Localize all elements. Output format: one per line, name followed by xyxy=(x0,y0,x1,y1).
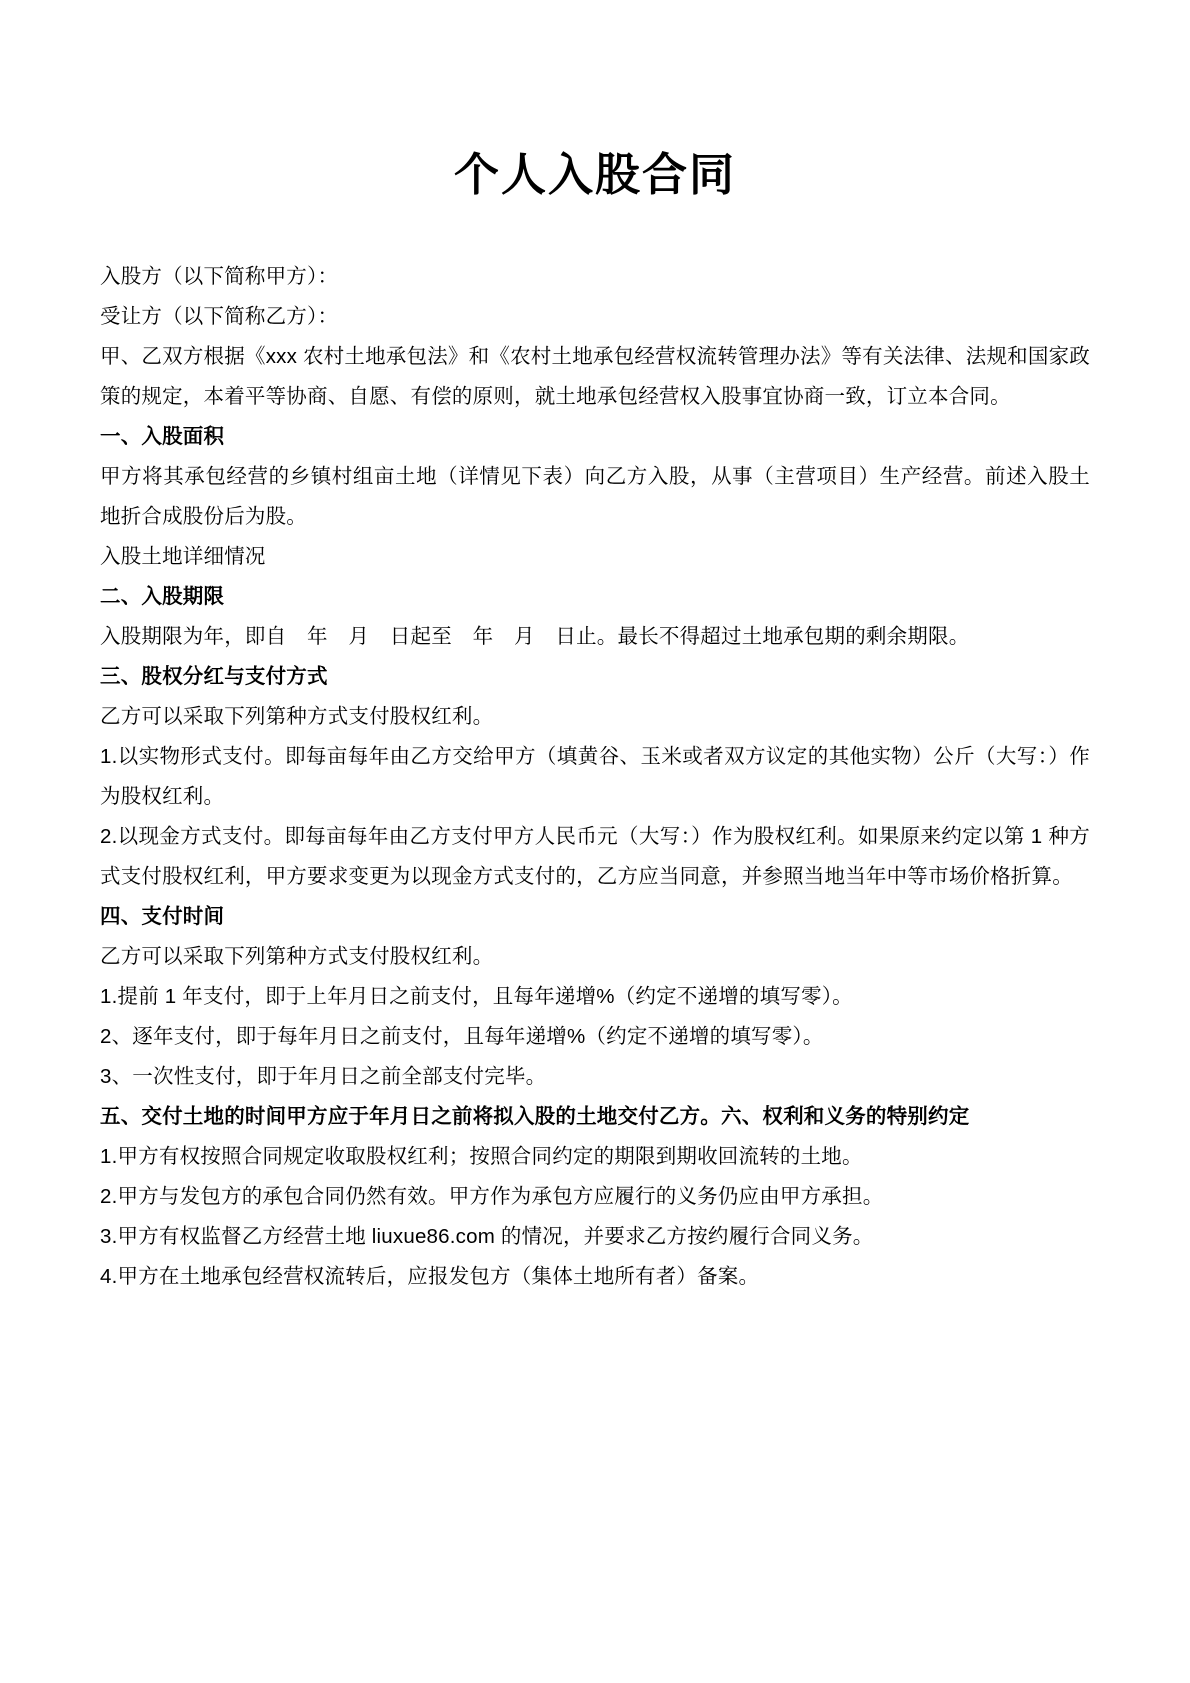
paragraph-section-1-body: 甲方将其承包经营的乡镇村组亩土地（详情见下表）向乙方入股，从事（主营项目）生产经营。前述入股土地折合成股份后为股。 xyxy=(100,464,1090,528)
paragraph-section-3-item-2: 2.以现金方式支付。即每亩每年由乙方支付甲方人民币元（大写：）作为股权红利。如果原来约定以第 1 种方式支付股权红利，甲方要求变更为以现金方式支付的，乙方应当同意，并参照当地当年中等市场价格折算。 xyxy=(100,824,1090,888)
paragraph-section-4-item-1: 1.提前 1 年支付，即于上年月日之前支付，且每年递增%（约定不递增的填写零）。 xyxy=(100,984,853,1008)
paragraph-section-3-item-1: 1.以实物形式支付。即每亩每年由乙方交给甲方（填黄谷、玉米或者双方议定的其他实物）公斤（大写：）作为股权红利。 xyxy=(100,744,1090,808)
paragraph-section-3-body: 乙方可以采取下列第种方式支付股权红利。 xyxy=(100,704,494,728)
paragraph-section-6-item-2: 2.甲方与发包方的承包合同仍然有效。甲方作为承包方应履行的义务仍应由甲方承担。 xyxy=(100,1184,884,1208)
paragraph-section-6-item-3: 3.甲方有权监督乙方经营土地 liuxue86.com 的情况，并要求乙方按约履行合同义务。 xyxy=(100,1224,874,1248)
paragraph-section-6-item-4: 4.甲方在土地承包经营权流转后，应报发包方（集体土地所有者）备案。 xyxy=(100,1264,760,1288)
paragraph-section-2-body: 入股期限为年，即自 年 月 日起至 年 月 日止。最长不得超过土地承包期的剩余期限。 xyxy=(100,624,970,648)
paragraph-section-4-item-3: 3、一次性支付，即于年月日之前全部支付完毕。 xyxy=(100,1064,547,1088)
paragraph-section-1-note: 入股土地详细情况 xyxy=(100,544,266,568)
heading-section-3: 三、股权分红与支付方式 xyxy=(100,664,328,688)
heading-section-4: 四、支付时间 xyxy=(100,904,225,928)
paragraph-section-4-body: 乙方可以采取下列第种方式支付股权红利。 xyxy=(100,944,494,968)
paragraph-party-b: 受让方（以下简称乙方）： xyxy=(100,304,339,328)
paragraph-section-6-item-1: 1.甲方有权按照合同规定收取股权红利；按照合同约定的期限到期收回流转的土地。 xyxy=(100,1144,863,1168)
heading-section-5: 五、交付土地的时间甲方应于年月日之前将拟入股的土地交付乙方。六、权利和义务的特别约定 xyxy=(100,1104,970,1128)
document-body xyxy=(100,257,1090,1297)
heading-section-1: 一、入股面积 xyxy=(100,424,225,448)
paragraph-section-4-item-2: 2、逐年支付，即于每年月日之前支付，且每年递增%（约定不递增的填写零）。 xyxy=(100,1024,824,1048)
heading-section-2: 二、入股期限 xyxy=(100,584,225,608)
page-title: 个人入股合同 xyxy=(453,149,736,200)
paragraph-party-a: 入股方（以下简称甲方）： xyxy=(100,264,339,288)
paragraph-preamble: 甲、乙双方根据《xxx 农村土地承包法》和《农村土地承包经营权流转管理办法》等有关法律、法规和国家政策的规定，本着平等协商、自愿、有偿的原则，就土地承包经营权入股事宜协商一致，订立本合同。 xyxy=(100,344,1090,408)
